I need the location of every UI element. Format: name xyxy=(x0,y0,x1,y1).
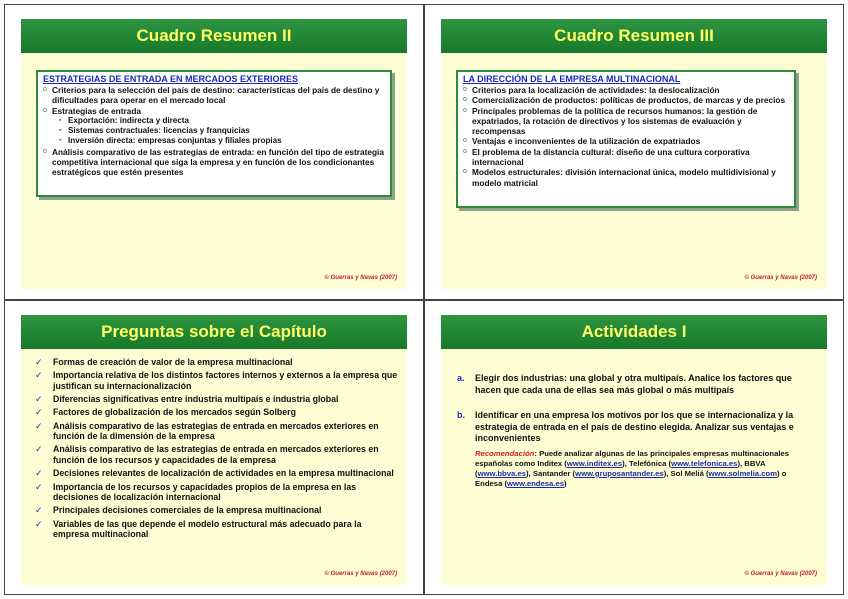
link-solmelia[interactable]: www.solmelia.com xyxy=(708,468,778,478)
list-item: o Análisis comparativo de las estrategias de entrada: en función del tipo de estrategia competitiva internacional que siga la empresa y en función de los condicionantes estratégicos que estén presentes xyxy=(43,147,385,178)
sub-list-item: ▪ Inversión directa: empresas conjuntas y filiales propias xyxy=(43,136,385,146)
summary-box xyxy=(456,70,796,208)
sub-list-item: ▪ Exportación: indirecta y directa xyxy=(43,116,385,126)
checkmark-icon: ✓ xyxy=(35,407,43,418)
bullet-list xyxy=(463,85,789,188)
slide-panel-2[interactable] xyxy=(424,4,844,300)
link-telefonica[interactable]: www.telefonica.es xyxy=(671,458,738,468)
copyright-credit: © Guerras y Navas (2007) xyxy=(744,275,817,281)
slide-title: Cuadro Resumen II xyxy=(21,19,407,53)
link-inditex[interactable]: www.inditex.es xyxy=(566,458,623,468)
recommendation-label: Recomendación xyxy=(475,448,535,458)
recommendation-text: ), Sol Meliá ( xyxy=(663,468,709,478)
list-item xyxy=(33,505,399,516)
checkmark-icon: ✓ xyxy=(35,394,43,405)
list-item xyxy=(33,421,399,442)
activity-letter: b. xyxy=(457,410,465,421)
summary-box xyxy=(36,70,392,197)
list-item xyxy=(33,407,399,418)
list-item: o Comercialización de productos: políticas de productos, de marcas y de precios xyxy=(463,95,789,105)
checkmark-icon: ✓ xyxy=(35,505,43,516)
question-list xyxy=(33,357,399,542)
question-text: Análisis comparativo de las estrategias de entrada en mercados exteriores en función de la dimensión de la empresa xyxy=(53,420,379,442)
list-item: o Estrategias de entrada xyxy=(43,106,385,116)
list-item xyxy=(33,444,399,465)
question-text: Importancia relativa de los distintos factores internos y externos a la empresa que justifican su internacionalización xyxy=(53,370,398,391)
list-item xyxy=(33,519,399,540)
list-item: o Modelos estructurales: división internacional única, modelo multidivisional y modelo matricial xyxy=(463,167,789,188)
recommendation-text: ), BBVA ( xyxy=(475,458,766,478)
slide-1 xyxy=(21,19,407,289)
list-item: o Ventajas e inconvenientes de la utilización de expatriados xyxy=(463,136,789,146)
activity-text: Elegir dos industrias: una global y otra multipaís. Analice los factores que hacen que cada una de ellas sea más global o más multipaís xyxy=(475,373,792,395)
slide-panel-4[interactable] xyxy=(424,300,844,595)
copyright-credit: © Guerras y Navas (2007) xyxy=(324,275,397,281)
checkmark-icon: ✓ xyxy=(35,357,43,367)
copyright-credit: © Guerras y Navas (2007) xyxy=(324,571,397,577)
question-text: Importancia de los recursos y capacidades propios de la empresa en las decisiones de localización internacional xyxy=(53,481,357,503)
list-item: o Criterios para la selección del país de destino: características del país de destino y dificultades para operar en el mercado local xyxy=(43,85,385,106)
checkmark-icon: ✓ xyxy=(35,481,43,492)
slide-panel-3[interactable] xyxy=(4,300,424,595)
checkmark-icon: ✓ xyxy=(35,468,43,479)
checkmark-icon: ✓ xyxy=(35,518,43,529)
box-heading: ESTRATEGIAS DE ENTRADA EN MERCADOS EXTERIORES xyxy=(43,74,299,84)
slide-title: Cuadro Resumen III xyxy=(441,19,827,53)
recommendation-text: : Puede analizar algunas de las principales empresas multinacionales españolas como Inditex ( xyxy=(475,448,790,468)
activities-list xyxy=(455,373,811,489)
list-item xyxy=(33,357,399,368)
list-item: o Principales problemas de la política de recursos humanos: la gestión de expatriados, la rotación de directivos y los sistemas de evaluación y recompensas xyxy=(463,106,789,137)
slide-title: Actividades I xyxy=(441,315,827,349)
question-text: Decisiones relevantes de localización de actividades en la empresa multinacional xyxy=(53,468,394,479)
slide-4 xyxy=(441,315,827,585)
link-bbva[interactable]: www.bbva.es xyxy=(477,468,526,478)
question-text: Diferencias significativas entre industria multipaís e industria global xyxy=(53,394,339,405)
checkmark-icon: ✓ xyxy=(35,420,43,431)
slide-2 xyxy=(441,19,827,289)
slide-3 xyxy=(21,315,407,585)
bullet-list xyxy=(43,85,385,178)
recommendation-text: ) o Endesa ( xyxy=(475,468,787,488)
activity-b xyxy=(455,410,811,445)
link-endesa[interactable]: www.endesa.es xyxy=(507,478,565,488)
list-item xyxy=(33,468,399,479)
list-item: o El problema de la distancia cultural: diseño de una cultura corporativa internacional xyxy=(463,147,789,168)
list-item xyxy=(33,482,399,503)
recommendation-text: ), Santander ( xyxy=(525,468,576,478)
slide-title: Preguntas sobre el Capítulo xyxy=(21,315,407,349)
activity-text: Identificar en una empresa los motivos por los que se internacionaliza y la estrategia de entrada en el país de destino elegida. Analizar sus ventajas e inconvenientes xyxy=(475,410,794,444)
activity-a xyxy=(455,373,811,396)
question-text: Variables de las que depende el modelo estructural más adecuado para la empresa multinacional xyxy=(53,518,362,540)
activity-letter: a. xyxy=(457,373,465,383)
recommendation-text: ) xyxy=(564,478,567,488)
list-item: o Criterios para la localización de actividades: la deslocalización xyxy=(463,85,789,95)
question-text: Factores de globalización de los mercados según Solberg xyxy=(53,407,296,418)
recommendation xyxy=(475,449,811,489)
question-text: Análisis comparativo de las estrategias de entrada en mercados exteriores en función de los recursos y capacidades de la empresa xyxy=(53,444,379,465)
checkmark-icon: ✓ xyxy=(35,444,43,455)
question-text: Formas de creación de valor de la empresa multinacional xyxy=(53,357,293,367)
sub-list-item: ▪ Sistemas contractuales: licencias y franquicias xyxy=(43,126,385,136)
copyright-credit: © Guerras y Navas (2007) xyxy=(744,571,817,577)
checkmark-icon: ✓ xyxy=(35,370,43,381)
question-text: Principales decisiones comerciales de la empresa multinacional xyxy=(53,505,322,516)
box-heading: LA DIRECCIÓN DE LA EMPRESA MULTINACIONAL xyxy=(463,74,681,84)
slide-panel-1[interactable] xyxy=(4,4,424,300)
list-item xyxy=(33,370,399,391)
link-santander[interactable]: www.gruposantander.es xyxy=(575,468,664,478)
recommendation-text: ), Telefónica ( xyxy=(622,458,672,468)
list-item xyxy=(33,394,399,405)
